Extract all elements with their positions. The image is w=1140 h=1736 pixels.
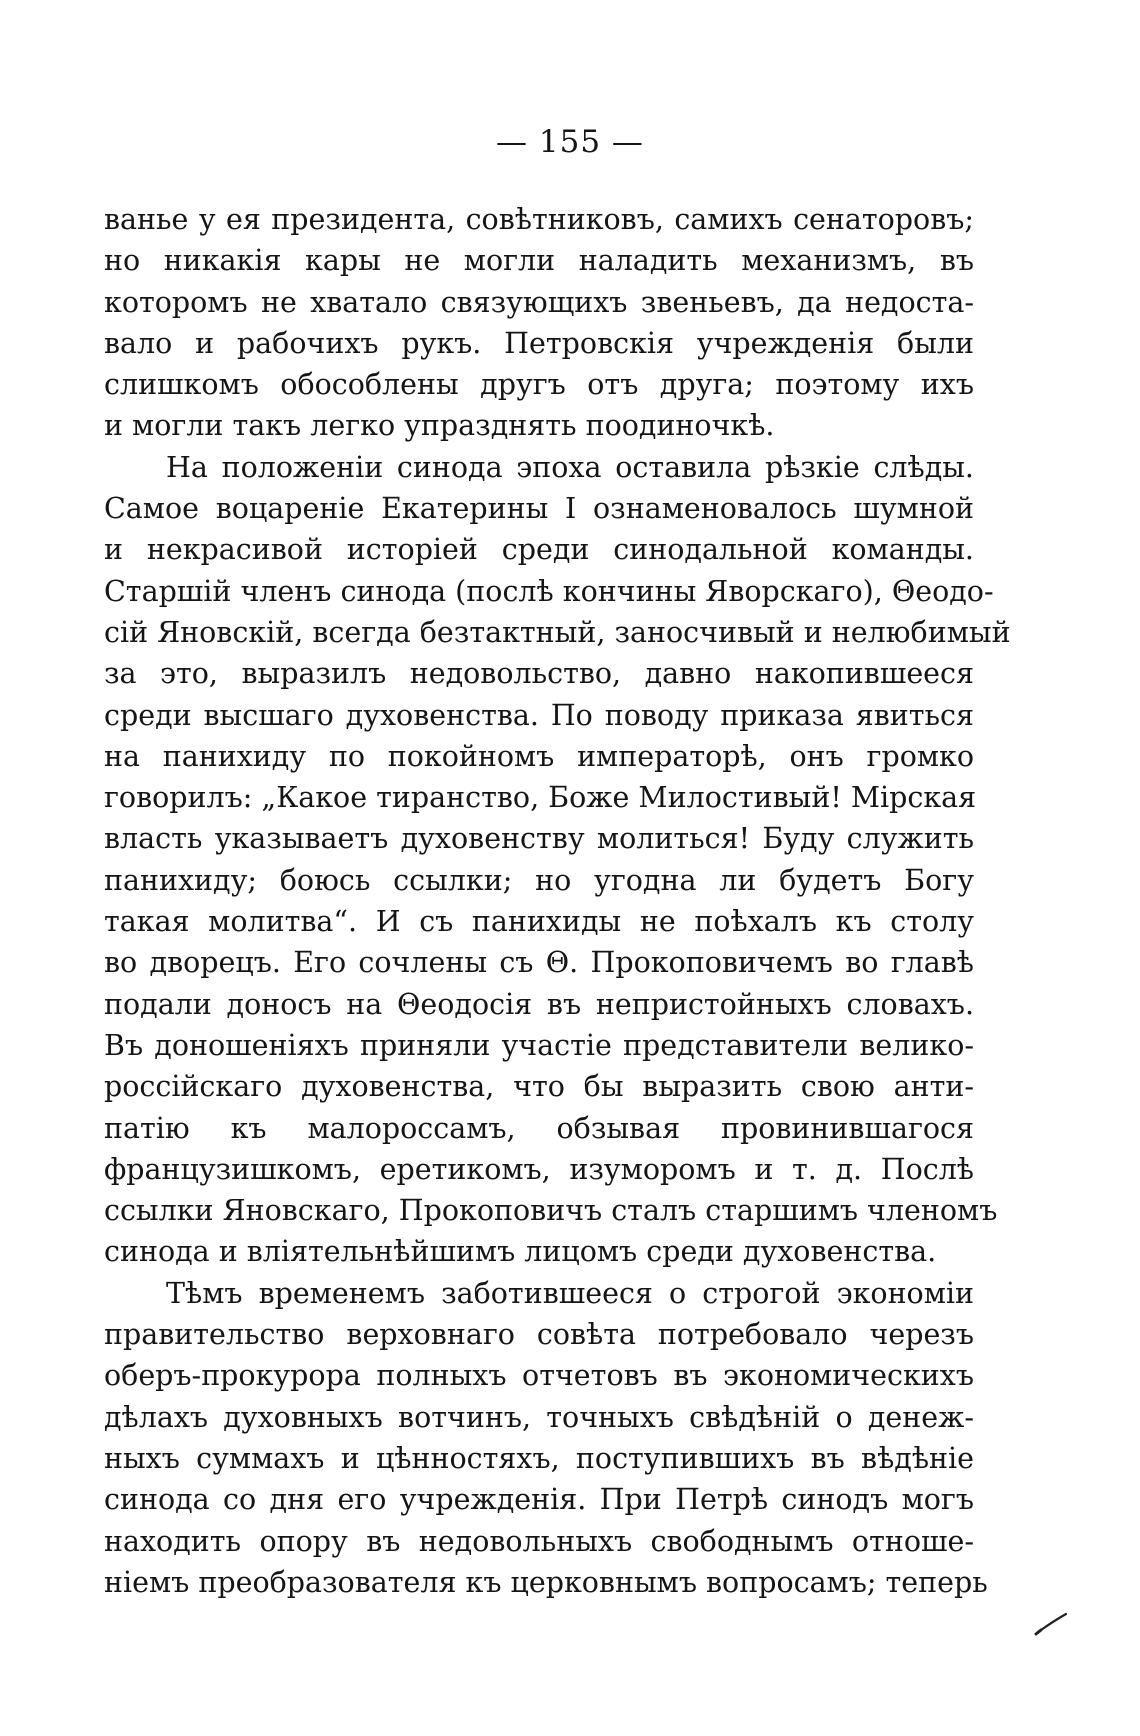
body-text xyxy=(104,199,1011,1603)
text-line: синода со дня его учрежденія. При Петрѣ синодъ могъ xyxy=(104,1483,974,1517)
text-line: французишкомъ, еретикомъ, изуморомъ и т. д. Послѣ xyxy=(104,1152,974,1186)
text-line: вало и рабочихъ рукъ. Петровскія учрежденія были xyxy=(104,326,974,360)
text-line: власть указываетъ духовенству молиться! Буду служить xyxy=(104,822,974,856)
text-line: дѣлахъ духовныхъ вотчинъ, точныхъ свѣдѣній о денеж- xyxy=(104,1400,974,1434)
text-line: подали доносъ на Θеодосія въ непристойныхъ словахъ. xyxy=(104,987,974,1021)
text-line: за это, выразилъ недовольство, давно накопившееся xyxy=(104,657,974,691)
text-line: ссылки Яновскаго, Прокоповичъ сталъ старшимъ членомъ xyxy=(104,1194,998,1228)
text-line: ванье у ея президента, совѣтниковъ, самихъ сенаторовъ; xyxy=(104,203,974,236)
text-line: которомъ не хватало связующихъ звеньевъ, да недоста- xyxy=(104,285,974,319)
page-number: — 155 — xyxy=(496,124,644,160)
text-line: такая молитва“. И съ панихиды не поѣхалъ къ столу xyxy=(104,905,974,939)
text-line: сій Яновскій, всегда безтактный, заносчивый и нелюбимый xyxy=(104,615,1011,649)
paragraph xyxy=(104,199,974,447)
text-line: синода и вліятельнѣйшимъ лицомъ среди духовенства. xyxy=(104,1235,937,1269)
text-line: находить опору въ недовольныхъ свободнымъ отноше- xyxy=(104,1524,974,1558)
text-line: на панихиду по покойномъ императорѣ, онъ громко xyxy=(104,739,974,773)
text-line: говорилъ: „Какое тиранство, Боже Милостивый! Мірская xyxy=(104,781,977,815)
text-line: правительство верховнаго совѣта потребовало черезъ xyxy=(104,1318,974,1352)
text-line: оберъ-прокурора полныхъ отчетовъ въ экономическихъ xyxy=(104,1359,974,1393)
text-line: во дворецъ. Его сочлены съ Θ. Прокоповичемъ во главѣ xyxy=(104,946,974,980)
text-line: ніемъ преобразователя къ церковнымъ вопросамъ; теперь xyxy=(104,1565,988,1599)
text-line: Старшій членъ синода (послѣ кончины Яворскаго), Θеодо- xyxy=(104,574,994,608)
text-line: патію къ малороссамъ, обзывая провинившагося xyxy=(104,1111,974,1145)
paragraph xyxy=(104,1273,988,1603)
text-line: среди высшаго духовенства. По поводу приказа явиться xyxy=(104,698,974,732)
text-line: панихиду; боюсь ссылки; но угодна ли будетъ Богу xyxy=(104,863,974,897)
text-line: но никакія кары не могли наладить механизмъ, въ xyxy=(104,244,974,278)
text-line: слишкомъ обособлены другъ отъ друга; поэтому ихъ xyxy=(104,368,974,402)
text-line: и могли такъ легко упразднять поодиночкѣ. xyxy=(104,409,775,443)
text-line: На положеніи синода эпоха оставила рѣзкіе слѣды. xyxy=(166,450,974,484)
text-line: Въ доношеніяхъ приняли участіе представители велико- xyxy=(104,1028,974,1062)
text-line: Самое воцареніе Екатерины I ознаменовалось шумной xyxy=(104,492,974,526)
text-line: россійскаго духовенства, что бы выразить свою анти- xyxy=(104,1070,974,1104)
text-line: Тѣмъ временемъ заботившееся о строгой экономіи xyxy=(166,1276,974,1310)
text-line: ныхъ суммахъ и цѣнностяхъ, поступившихъ въ вѣдѣніе xyxy=(104,1441,974,1475)
text-line: и некрасивой исторіей среди синодальной команды. xyxy=(104,533,974,567)
pencil-mark xyxy=(1032,1608,1072,1638)
paragraph xyxy=(104,447,1011,1273)
